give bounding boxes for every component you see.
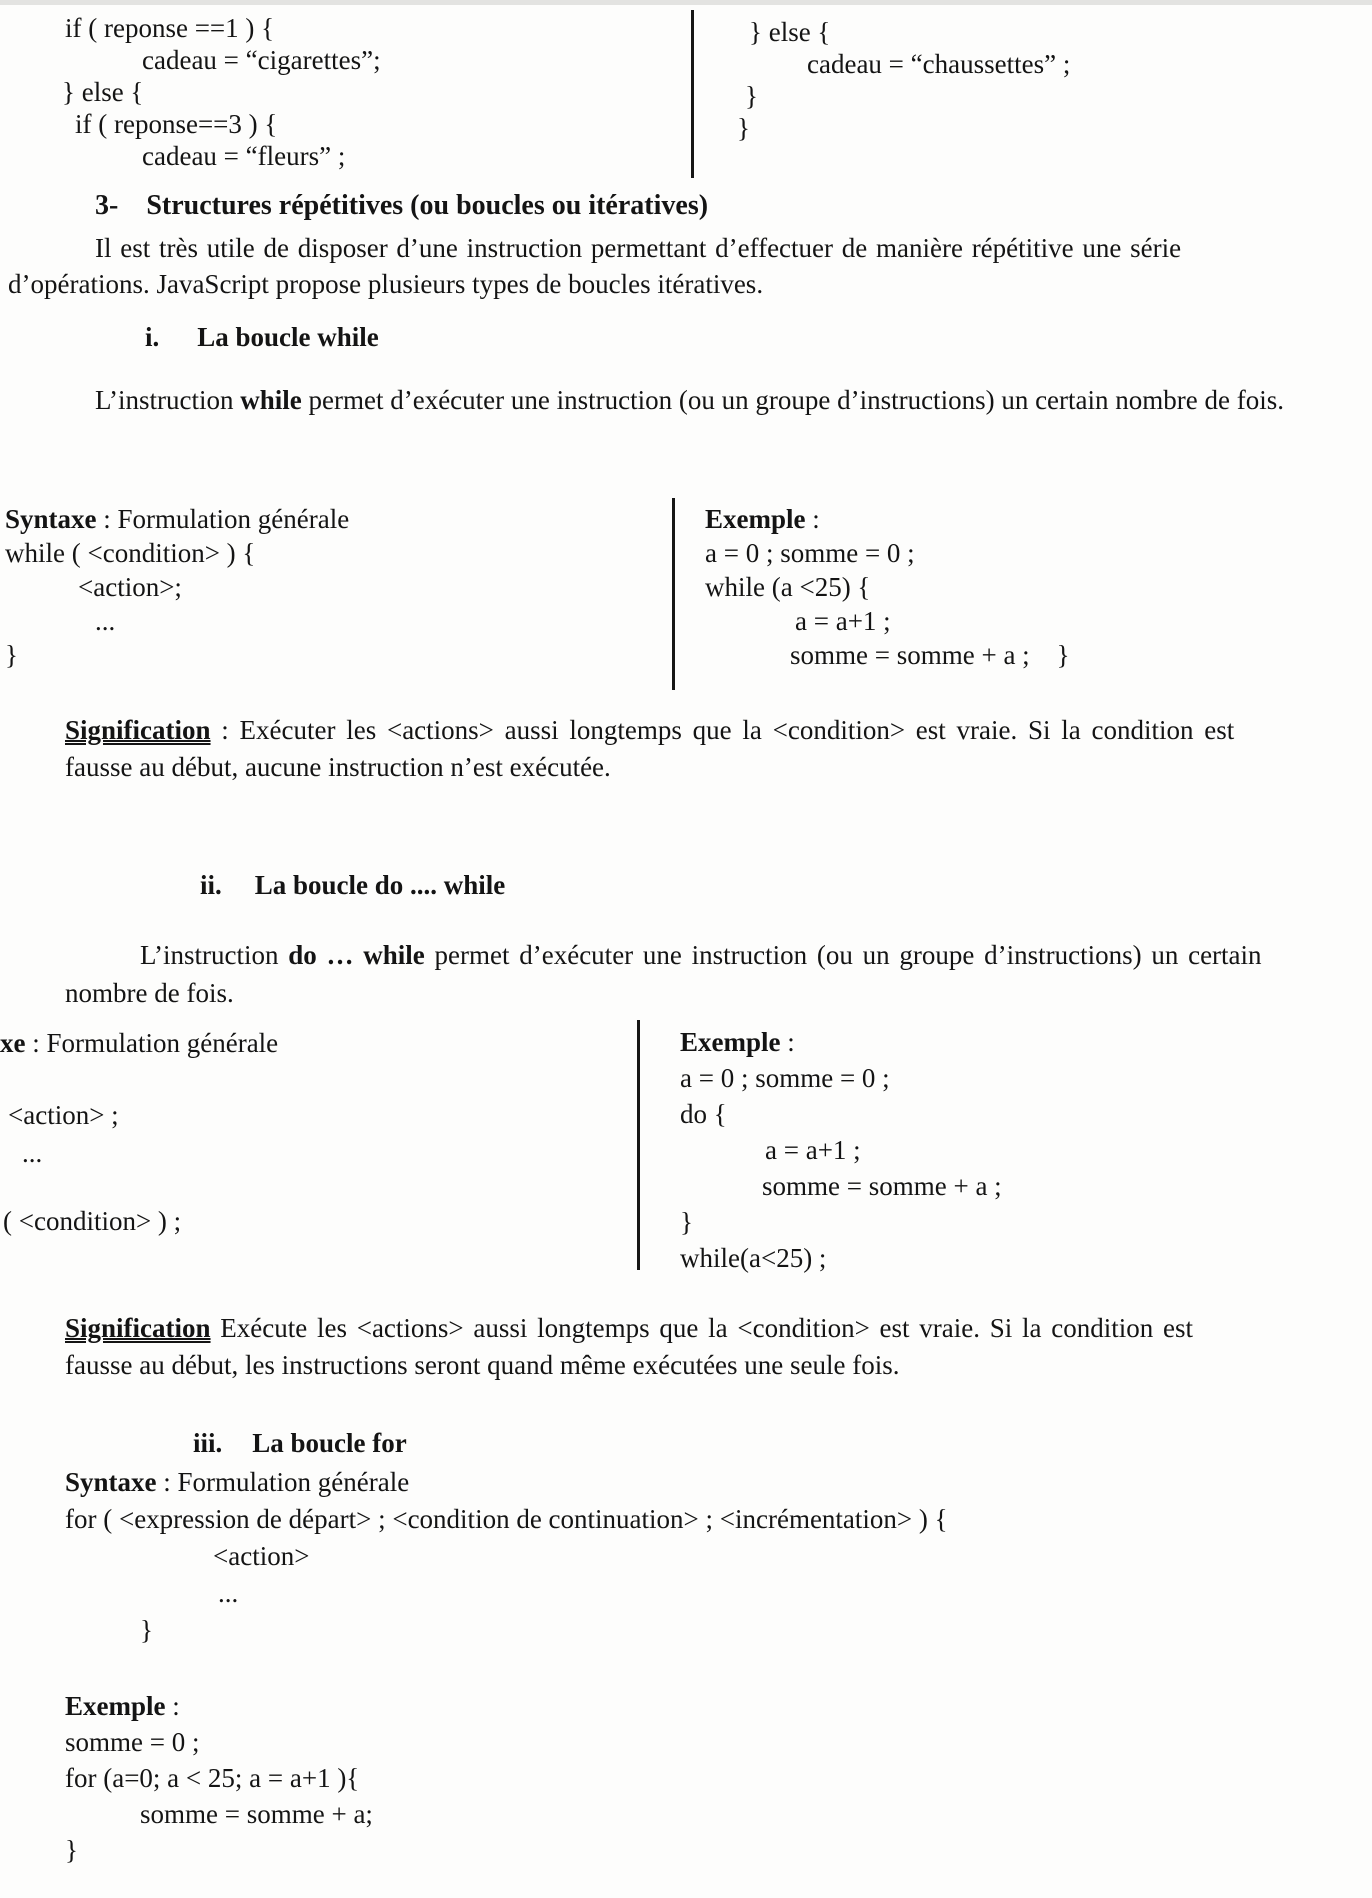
code-line: <action>; bbox=[78, 572, 182, 602]
code-line: somme = 0 ; bbox=[65, 1727, 200, 1757]
dowhile-syntax-label-cropped bbox=[0, 1026, 278, 1060]
code-line: while(a<25) ; bbox=[680, 1243, 827, 1273]
subsection-title: La boucle do .... while bbox=[254, 870, 506, 900]
for-example-block bbox=[65, 1688, 373, 1868]
code-line: a = 0 ; somme = 0 ; bbox=[680, 1063, 890, 1093]
subsection-number: i. bbox=[145, 322, 160, 352]
example-label bbox=[705, 502, 1070, 536]
code-line: <action> ; bbox=[8, 1100, 119, 1130]
example-label-bold: Exemple bbox=[65, 1691, 166, 1721]
keyword-dowhile: do … while bbox=[288, 940, 425, 970]
code-line: cadeau = “chaussettes” ; bbox=[807, 49, 1071, 79]
signification-text: Exécute les <actions> aussi longtemps que la <condition> est vraie. Si la condition est bbox=[210, 1313, 1193, 1343]
code-line: do { bbox=[680, 1099, 727, 1129]
signification-text: : Exécuter les <actions> aussi longtemps que la <condition> est vraie. Si la condition est bbox=[210, 715, 1235, 745]
example-label bbox=[65, 1688, 373, 1724]
code-line: } else { bbox=[749, 17, 831, 47]
signification-label: Signification bbox=[65, 715, 211, 745]
paragraph-line bbox=[65, 936, 1262, 974]
code-line: a = a+1 ; bbox=[795, 606, 891, 636]
syntax-label bbox=[65, 1464, 948, 1501]
paragraph-text: L’instruction bbox=[95, 385, 241, 415]
example-label-rest: : bbox=[780, 1027, 795, 1057]
scan-edge-strip bbox=[0, 0, 1372, 5]
code-line: cadeau = “cigarettes”; bbox=[142, 45, 381, 75]
code-line: } bbox=[5, 640, 18, 670]
code-line: if ( reponse==3 ) { bbox=[75, 109, 278, 139]
code-block-ifelse-right bbox=[737, 16, 1070, 144]
subsection-heading-boucle-dowhile bbox=[200, 870, 505, 901]
dowhile-signification bbox=[65, 1310, 1325, 1384]
syntax-label-bold: Syntaxe bbox=[5, 504, 97, 534]
code-line: } bbox=[65, 1835, 78, 1865]
dowhile-intro-paragraph bbox=[65, 936, 1262, 1012]
code-line: somme = somme + a; bbox=[140, 1799, 373, 1829]
subsection-title: La boucle for bbox=[252, 1428, 407, 1458]
code-line: } bbox=[680, 1207, 693, 1237]
example-label bbox=[680, 1024, 1002, 1060]
paragraph-text: permet d’exécuter une instruction (ou un groupe d’instructions) un certain bbox=[424, 940, 1262, 970]
subsection-heading-boucle-while bbox=[145, 322, 379, 353]
code-line: } else { bbox=[62, 77, 144, 107]
code-line: while ( <condition> ) { bbox=[5, 538, 256, 568]
code-line: cadeau = “fleurs” ; bbox=[142, 141, 346, 171]
syntax-label-rest: : Formulation générale bbox=[25, 1028, 279, 1058]
code-line: ... bbox=[22, 1138, 43, 1168]
syntax-label-rest: : Formulation générale bbox=[96, 504, 350, 534]
code-line: somme = somme + a ; bbox=[762, 1171, 1002, 1201]
example-label-bold: Exemple bbox=[680, 1027, 781, 1057]
code-line: } bbox=[737, 113, 750, 143]
paragraph-line: d’opérations. JavaScript propose plusieurs types de boucles itératives. bbox=[8, 269, 764, 299]
intro-paragraph bbox=[8, 230, 1338, 302]
while-example-column bbox=[705, 502, 1070, 672]
syntax-label bbox=[5, 502, 349, 536]
subsection-number: ii. bbox=[200, 870, 222, 900]
signification-line: fausse au début, les instructions seront quand même exécutées une seule fois. bbox=[65, 1350, 900, 1380]
column-divider bbox=[691, 10, 694, 178]
signification-label: Signification bbox=[65, 1313, 211, 1343]
syntax-label-rest: : Formulation générale bbox=[156, 1467, 410, 1497]
code-line: while (a <25) { bbox=[705, 572, 871, 602]
code-line: } bbox=[140, 1615, 153, 1645]
signification-line bbox=[65, 1310, 1325, 1347]
code-line: } bbox=[745, 81, 758, 111]
code-line: somme = somme + a ; } bbox=[790, 640, 1070, 670]
subsection-heading-boucle-for bbox=[193, 1428, 407, 1459]
paragraph-text: L’instruction bbox=[140, 940, 289, 970]
section-title: Structures répétitives (ou boucles ou itératives) bbox=[146, 190, 709, 221]
example-label-rest: : bbox=[805, 504, 820, 534]
dowhile-example-column bbox=[680, 1024, 1002, 1276]
paragraph-text: permet d’exécuter une instruction (ou un groupe d’instructions) un certain nombre de fois. bbox=[301, 385, 1284, 415]
for-syntax-block bbox=[65, 1464, 948, 1649]
while-signification bbox=[65, 712, 1325, 786]
column-divider bbox=[637, 1020, 640, 1270]
signification-line: fausse au début, aucune instruction n’est exécutée. bbox=[65, 752, 611, 782]
paragraph-line: nombre de fois. bbox=[65, 978, 234, 1008]
syntax-label-bold: xe bbox=[0, 1028, 26, 1058]
subsection-number: iii. bbox=[193, 1428, 223, 1458]
section-number: 3- bbox=[95, 190, 119, 221]
column-divider bbox=[672, 498, 675, 690]
keyword-while: while bbox=[240, 385, 302, 415]
code-block-ifelse-left bbox=[62, 12, 381, 172]
syntax-label-bold: Syntaxe bbox=[65, 1467, 157, 1497]
while-intro-paragraph bbox=[8, 382, 1284, 418]
paragraph-line: Il est très utile de disposer d’une instruction permettant d’effectuer de manière répétitive une série bbox=[95, 233, 1182, 263]
subsection-title: La boucle while bbox=[197, 322, 379, 352]
example-label-rest: : bbox=[165, 1691, 180, 1721]
code-line: for (a=0; a < 25; a = a+1 ){ bbox=[65, 1763, 360, 1793]
code-line: a = 0 ; somme = 0 ; bbox=[705, 538, 915, 568]
signification-line bbox=[65, 712, 1325, 749]
section-heading-structures-repetitives bbox=[95, 190, 708, 222]
while-syntax-column bbox=[5, 502, 349, 672]
code-line: <action> bbox=[213, 1541, 310, 1571]
code-line: ... bbox=[218, 1578, 239, 1608]
example-label-bold: Exemple bbox=[705, 504, 806, 534]
code-line: if ( reponse ==1 ) { bbox=[65, 13, 275, 43]
code-line: for ( <expression de départ> ; <condition de continuation> ; <incrémentation> ) { bbox=[65, 1504, 948, 1534]
code-line: ( <condition> ) ; bbox=[3, 1206, 182, 1236]
code-line: a = a+1 ; bbox=[765, 1135, 861, 1165]
code-line: ... bbox=[95, 606, 116, 636]
